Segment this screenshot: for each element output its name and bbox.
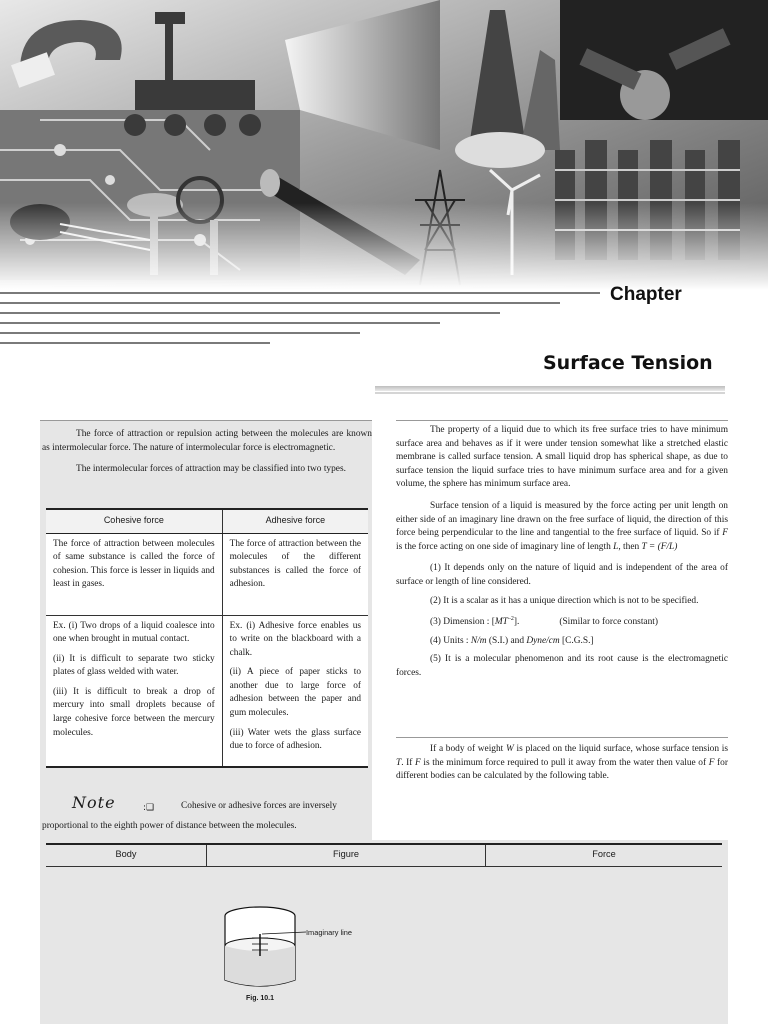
- note-text-continued: proportional to the eighth power of distance between the molecules.: [42, 821, 297, 831]
- cohesive-example: Ex. (i) Two drops of a liquid coalesce into one when brought in mutual contact.: [53, 620, 215, 645]
- cohesive-example: (ii) It is difficult to separate two sticky plates of glass welded with water.: [53, 653, 215, 678]
- body-weight-paragraph: If a body of weight W is placed on the liquid surface, whose surface tension is T. If F is the minimum force required to pull it away from the water then value of F for different bodies can be calculated by the following table.: [396, 744, 729, 782]
- units-point: (4) Units : N/m (S.I.) and Dyne/cm [C.G.S.]: [430, 635, 594, 646]
- surface-tension-formula: T = (F/L): [641, 541, 678, 552]
- intermolecular-force-paragraph: The force of attraction or repulsion acting between the molecules are known as intermolecular force. The nature of intermolecular force is electromagnetic.: [42, 429, 372, 453]
- adhesive-definition: The force of attraction between the molecules of the different substances is called the force of adhesion.: [222, 533, 368, 615]
- right-column-text: [396, 424, 728, 686]
- science-collage-illustration: [0, 0, 768, 290]
- note-text: Cohesive or adhesive forces are inversely: [181, 801, 337, 811]
- cohesive-adhesive-table: [46, 508, 368, 768]
- right-column-rule: [396, 420, 728, 421]
- adhesive-example: Ex. (i) Adhesive force enables us to write on the blackboard with a chalk.: [229, 620, 361, 658]
- cohesive-example: (iii) It is difficult to break a drop of mercury into small droplets because of large cohesive force between the mercury molecules.: [53, 686, 215, 738]
- title-rule: [375, 386, 725, 391]
- chapter-banner: [0, 0, 768, 290]
- chapter-label: Chapter: [610, 284, 682, 305]
- table-top-rule: [46, 843, 722, 845]
- table-header-body: Body: [115, 849, 137, 859]
- figure-caption: Fig. 10.1: [246, 995, 275, 1002]
- beaker-figure: [220, 900, 310, 995]
- surface-tension-measurement: Surface tension of a liquid is measured by the force acting per unit length on either side of an imaginary line drawn on the free surface of liquid, the direction of this force being perpendicular to the line and tangential to the free surface of liquid. So if F is the force acting on one side of imaginary line of length L, then T = (F/L): [396, 500, 728, 552]
- cohesive-header: Cohesive force: [46, 509, 222, 533]
- property-point: (1) It depends only on the nature of liquid and is independent of the area of surface or length of line considered.: [396, 563, 728, 587]
- adhesive-header: Adhesive force: [222, 509, 368, 533]
- right-section-rule: [396, 737, 728, 738]
- note-marker-icon: :❑: [143, 803, 155, 813]
- dimension-point: (3) Dimension : $[MT^{-2}]$. (Similar to force constant): [430, 616, 659, 628]
- adhesive-examples: [222, 615, 368, 767]
- note-heading: Note: [72, 793, 116, 812]
- table-header-rule: [46, 866, 722, 867]
- table-header-force: Force: [592, 849, 616, 859]
- body-force-table-panel: [40, 840, 728, 1024]
- table-header-figure: Figure: [332, 849, 360, 859]
- cohesive-examples: [46, 615, 222, 767]
- right-column-text-lower: [396, 743, 728, 784]
- cohesive-definition: The force of attraction between molecules of same substance is called the force of cohesion. This force is lesser in liquids and least in gases.: [46, 533, 222, 615]
- property-point: (5) It is a molecular phenomenon and its root cause is the electromagnetic forces.: [396, 654, 728, 679]
- imaginary-line-label: Imaginary line: [306, 928, 353, 937]
- classification-paragraph: The intermolecular forces of attraction may be classified into two types.: [76, 464, 346, 475]
- adhesive-example: (ii) A piece of paper sticks to another due to large force of adhesion between the paper and gum molecules.: [229, 667, 361, 719]
- property-point: (2) It is a scalar as it has a unique direction which is not to be specified.: [430, 595, 699, 606]
- left-column-text: [42, 428, 372, 485]
- chapter-title: Surface Tension: [543, 352, 713, 374]
- surface-tension-definition: The property of a liquid due to which its free surface tries to have minimum surface area and behaves as if it were under tension somewhat like a stretched elastic membrane is called surface tension. A small liquid drop has spherical shape, as due to surface tension the liquid surface tries to have minimum surface area and for a given volume, the sphere has minimum surface area.: [396, 425, 728, 490]
- title-rule-thin: [375, 392, 725, 394]
- adhesive-example: (iii) Water wets the glass surface due to force of adhesion.: [229, 727, 361, 752]
